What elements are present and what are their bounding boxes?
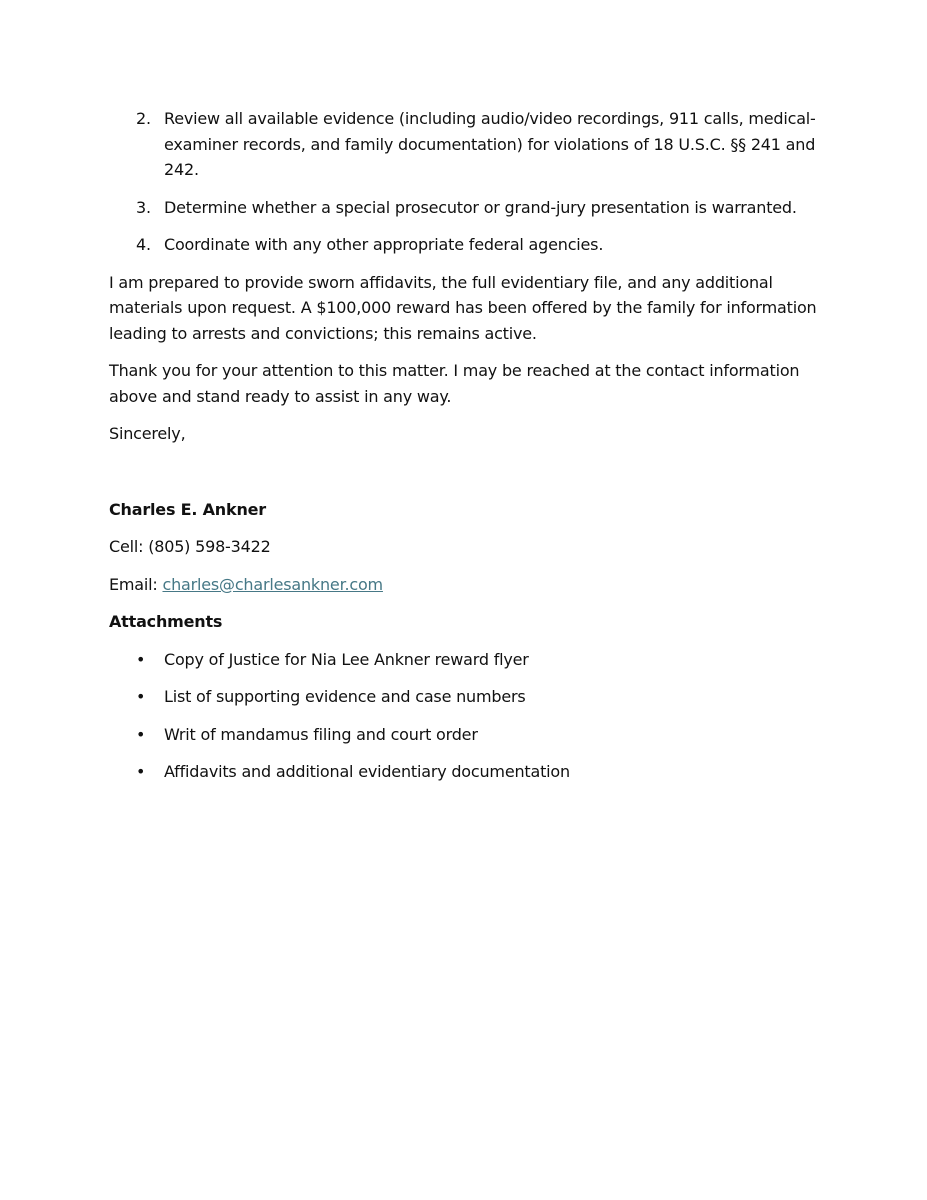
cell-line [109,534,821,560]
thanks-paragraph: Thank you for your attention to this matter. I may be reached at the contact information above and stand ready to assist in any way. [109,361,800,406]
bullet-icon: • [136,762,146,781]
list-item-text: Review all available evidence (including audio/video recordings, 911 calls, medical-examiner records, and family documentation) for violations of 18 U.S.C. §§ 241 and 242. [164,109,816,179]
list-number: 3. [136,197,151,217]
signature-space [109,459,821,497]
list-item [109,647,821,673]
attachments-heading: Attachments [109,612,223,631]
attachment-text: Copy of Justice for Nia Lee Ankner reward flyer [164,649,529,669]
list-item-text: Determine whether a special prosecutor or grand-jury presentation is warranted. [164,197,797,217]
list-item [109,684,821,710]
requests-list [109,106,821,258]
attachment-text: Affidavits and additional evidentiary documentation [164,762,570,781]
email-label: Email: [109,574,158,594]
attachments-list [109,647,821,785]
signer-name: Charles E. Ankner [109,499,266,519]
email-link[interactable]: charles@charlesankner.com [162,574,383,594]
bullet-icon: • [136,724,146,744]
cell-number: (805) 598-3422 [148,537,271,556]
bullet-icon: • [136,687,146,706]
letter-body [109,106,821,797]
list-item-text: Coordinate with any other appropriate federal agencies. [164,235,604,254]
list-item [109,106,821,183]
email-line [109,572,821,598]
attachment-text: List of supporting evidence and case numbers [164,687,526,706]
affidavits-paragraph: I am prepared to provide sworn affidavits, the full evidentiary file, and any additional materials upon request. A $100,000 reward has been offered by the family for information leading to arrests and convictions; this remains active. [109,272,817,343]
list-item [109,722,821,748]
list-item [109,232,821,258]
closing-salutation: Sincerely, [109,424,186,443]
list-item [109,759,821,785]
bullet-icon: • [136,649,146,669]
list-number: 4. [136,235,151,254]
list-number: 2. [136,109,151,128]
list-item [109,195,821,221]
attachment-text: Writ of mandamus filing and court order [164,724,478,744]
cell-label: Cell: [109,537,144,556]
